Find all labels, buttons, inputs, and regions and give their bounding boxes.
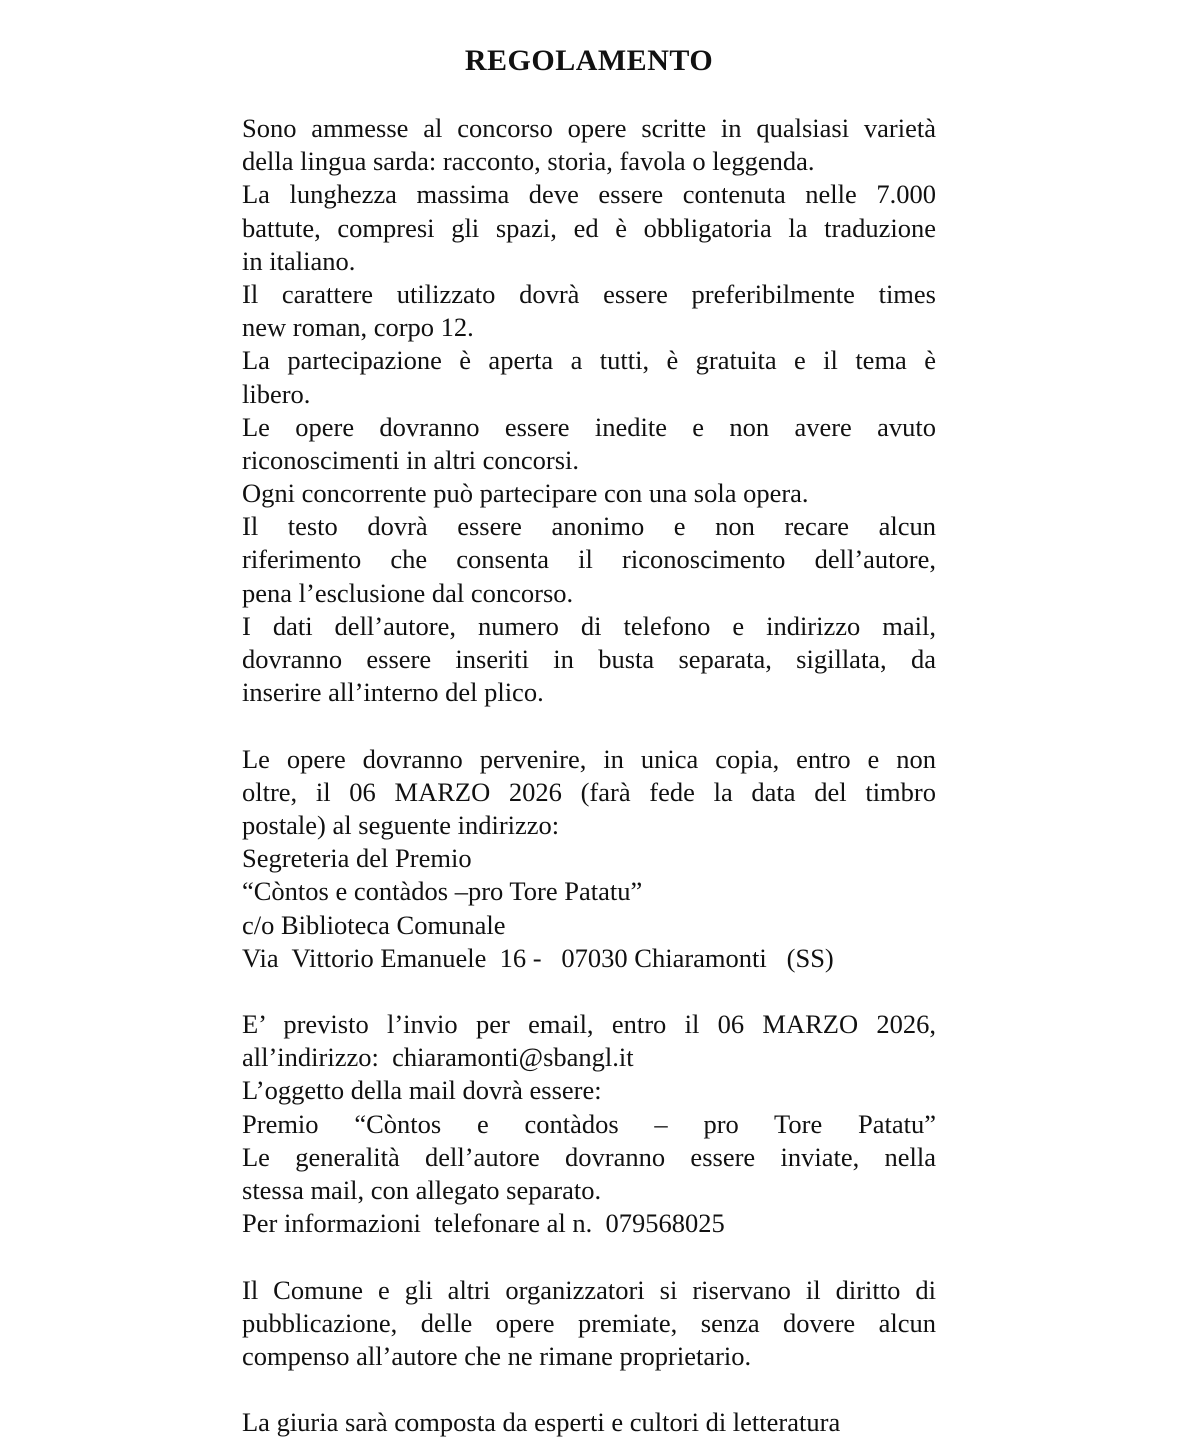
text-line: “Còntos e contàdos –pro Tore Patatu” — [242, 876, 643, 907]
text-line: riferimento che consenta il riconoscimento dell’autore, — [242, 544, 936, 575]
blank-line — [242, 709, 936, 742]
text-line: della lingua sarda: racconto, storia, favola o leggenda. — [242, 146, 815, 177]
text-line: Il Comune e gli altri organizzatori si riservano il diritto di — [242, 1274, 936, 1305]
text-line: riconoscimenti in altri concorsi. — [242, 444, 580, 475]
text-line: La giuria sarà composta da esperti e cultori di letteratura — [242, 1407, 841, 1438]
text-line: La lunghezza massima deve essere contenuta nelle 7.000 — [242, 179, 936, 210]
text-line: L’oggetto della mail dovrà essere: — [242, 1075, 602, 1106]
text-line: Il carattere utilizzato dovrà essere preferibilmente times — [242, 278, 936, 309]
text-line: pena l’esclusione dal concorso. — [242, 577, 574, 608]
blank-line — [242, 1373, 936, 1406]
text-line: c/o Biblioteca Comunale — [242, 909, 506, 940]
text-line: in italiano. — [242, 245, 356, 276]
document-body — [242, 112, 936, 1440]
text-line: E’ previsto l’invio per email, entro il 06 MARZO 2026, — [242, 1009, 936, 1040]
text-line: oltre, il 06 MARZO 2026 (farà fede la data del timbro — [242, 776, 936, 807]
text-line: Il testo dovrà essere anonimo e non recare alcun — [242, 511, 936, 542]
document-title: REGOLAMENTO — [464, 44, 714, 77]
text-line: Ogni concorrente può partecipare con una sola opera. — [242, 478, 809, 509]
text-line: Le opere dovranno essere inedite e non avere avuto — [242, 411, 936, 442]
text-line: new roman, corpo 12. — [242, 312, 474, 343]
text-line: pubblicazione, delle opere premiate, senza dovere alcun — [242, 1307, 936, 1338]
text-line: Le opere dovranno pervenire, in unica copia, entro e non — [242, 743, 936, 774]
text-line: inserire all’interno del plico. — [242, 677, 544, 708]
text-line: compenso all’autore che ne rimane proprietario. — [242, 1340, 752, 1371]
text-line: libero. — [242, 378, 311, 409]
text-line: Segreteria del Premio — [242, 843, 472, 874]
text-line: stessa mail, con allegato separato. — [242, 1175, 602, 1205]
text-line: all’indirizzo: chiaramonti@sbangl.it — [242, 1042, 634, 1073]
text-line: Sono ammesse al concorso opere scritte in qualsiasi varietà — [242, 113, 936, 143]
blank-line — [242, 975, 936, 1008]
blank-line — [242, 1240, 936, 1273]
text-line: dovranno essere inseriti in busta separata, sigillata, da — [242, 644, 936, 674]
text-line: I dati dell’autore, numero di telefono e indirizzo mail, — [242, 610, 936, 641]
text-line: battute, compresi gli spazi, ed è obbligatoria la traduzione — [242, 212, 936, 243]
text-line: La partecipazione è aperta a tutti, è gratuita e il tema è — [242, 345, 936, 376]
text-line: Per informazioni telefonare al n. 079568025 — [242, 1208, 725, 1239]
text-line: Le generalità dell’autore dovranno essere inviate, nella — [242, 1141, 936, 1172]
text-line: Premio “Còntos e contàdos – pro Tore Patatu” — [242, 1108, 936, 1139]
text-line: postale) al seguente indirizzo: — [242, 809, 560, 840]
text-line: Via Vittorio Emanuele 16 - 07030 Chiaramonti (SS) — [242, 942, 834, 973]
